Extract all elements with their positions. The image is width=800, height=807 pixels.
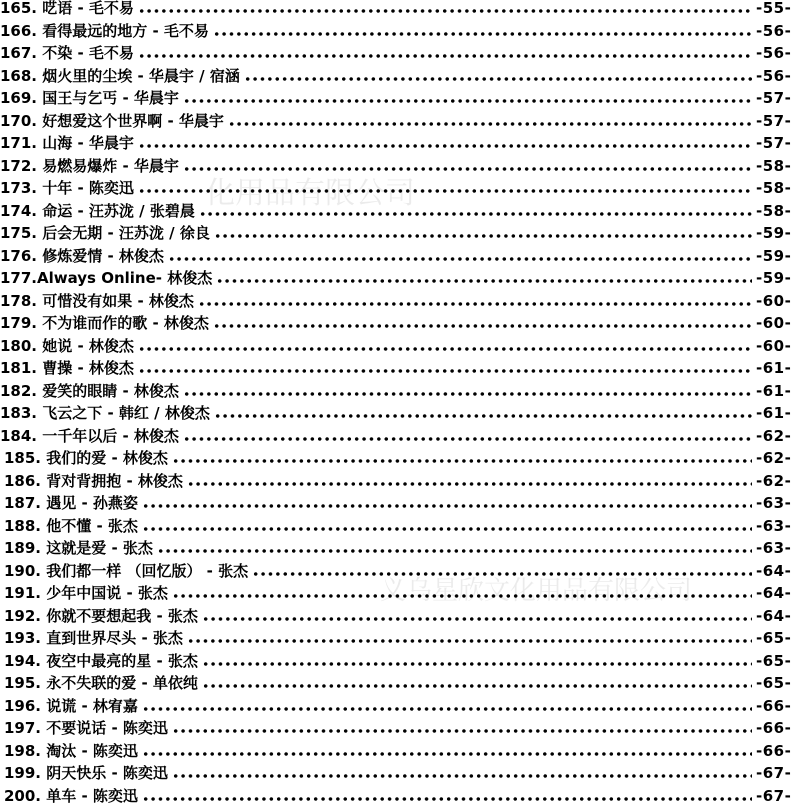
entry-title: 190. 我们都一样 （回忆版） - 张杰 [4,560,248,583]
entry-title: 183. 飞云之下 - 韩红 / 林俊杰 [0,402,210,425]
entry-page-number: -66- [756,695,800,718]
toc-entry[interactable] [0,110,800,133]
entry-page-number: -67- [756,785,800,807]
entry-page-number: -57- [756,132,800,155]
toc-entry[interactable] [0,0,800,20]
toc-entry[interactable] [0,155,800,178]
entry-title: 185. 我们的爱 - 林俊杰 [4,447,168,470]
entry-page-number: -63- [756,492,800,515]
entry-title: 193. 直到世界尽头 - 张杰 [4,627,183,650]
entry-page-number: -62- [756,470,800,493]
entry-page-number: -65- [756,650,800,673]
toc-entry[interactable] [0,650,800,673]
entry-page-number: -65- [756,627,800,650]
entry-title: 175. 后会无期 - 汪苏泷 / 徐良 [0,222,210,245]
toc-entry[interactable] [0,87,800,110]
entry-page-number: -62- [756,447,800,470]
watermark-top: 化用品有限公司 [205,168,415,212]
entry-page-number: -64- [756,605,800,628]
toc-entry[interactable] [0,402,800,425]
dot-leader [142,752,752,756]
entry-page-number: -59- [756,222,800,245]
toc-entry[interactable] [0,560,800,583]
toc-entry[interactable] [0,357,800,380]
entry-title: 186. 背对背拥抱 - 林俊杰 [4,470,183,493]
dot-leader [244,77,752,81]
entry-page-number: -58- [756,177,800,200]
entry-page-number: -62- [756,425,800,448]
toc-entry[interactable] [0,290,800,313]
dot-leader [142,797,752,801]
entry-title: 196. 说谎 - 林宥嘉 [4,695,138,718]
toc-entry[interactable] [0,695,800,718]
entry-title: 174. 命运 - 汪苏泷 / 张碧晨 [0,200,195,223]
toc-entry[interactable] [0,740,800,763]
entry-page-number: -60- [756,312,800,335]
dot-leader [142,527,752,531]
entry-page-number: -57- [756,87,800,110]
dot-leader [202,684,752,688]
watermark-right: 义乌星欣文化用品有限公司 [380,570,692,607]
entry-title: 165. 呓语 - 毛不易 [0,0,134,20]
toc-entry[interactable] [0,222,800,245]
entry-page-number: -66- [756,717,800,740]
entry-title: 197. 不要说话 - 陈奕迅 [4,717,168,740]
entry-title: 170. 好想爱这个世界啊 - 华晨宇 [0,110,224,133]
toc-entry[interactable] [0,762,800,785]
dot-leader [138,189,752,193]
dot-leader [187,482,752,486]
entry-page-number: -55- [756,0,800,20]
dot-leader [214,414,752,418]
dot-leader [138,9,752,13]
entry-title: 184. 一千年以后 - 林俊杰 [0,425,179,448]
dot-leader [183,392,752,396]
dot-leader [213,32,752,36]
entry-title: 182. 爱笑的眼睛 - 林俊杰 [0,380,179,403]
entry-title: 178. 可惜没有如果 - 林俊杰 [0,290,194,313]
entry-page-number: -63- [756,515,800,538]
entry-title: 171. 山海 - 华晨宇 [0,132,134,155]
entry-title: 187. 遇见 - 孙燕姿 [4,492,138,515]
dot-leader [228,122,752,126]
toc-entry[interactable] [0,245,800,268]
dot-leader [172,774,752,778]
entry-page-number: -56- [756,20,800,43]
toc-entry[interactable] [0,42,800,65]
dot-leader [138,144,752,148]
toc-entry[interactable] [0,492,800,515]
toc-entry[interactable] [0,65,800,88]
entry-page-number: -61- [756,357,800,380]
entry-page-number: -66- [756,740,800,763]
entry-title: 189. 这就是爱 - 张杰 [4,537,153,560]
dot-leader [202,662,752,666]
toc-entry[interactable] [0,200,800,223]
dot-leader [157,549,752,553]
entry-page-number: -57- [756,110,800,133]
entry-page-number: -60- [756,335,800,358]
entry-title: 191. 少年中国说 - 张杰 [4,582,168,605]
entry-page-number: -61- [756,380,800,403]
toc-entry[interactable] [0,470,800,493]
entry-title: 195. 永不失联的爱 - 单依纯 [4,672,198,695]
entry-title: 188. 他不懂 - 张杰 [4,515,138,538]
toc-entry[interactable] [0,537,800,560]
entry-title: 194. 夜空中最亮的星 - 张杰 [4,650,198,673]
dot-leader [142,504,752,508]
toc-entry[interactable] [0,335,800,358]
entry-page-number: -56- [756,42,800,65]
dot-leader [172,729,752,733]
dot-leader [187,639,752,643]
entry-page-number: -58- [756,200,800,223]
dot-leader [172,594,752,598]
entry-page-number: -65- [756,672,800,695]
toc-entry[interactable] [0,515,800,538]
toc-entry[interactable] [0,605,800,628]
entry-page-number: -59- [756,245,800,268]
dot-leader [213,324,752,328]
entry-title: 180. 她说 - 林俊杰 [0,335,134,358]
entry-title: 173. 十年 - 陈奕迅 [0,177,134,200]
entry-page-number: -63- [756,537,800,560]
entry-title: 172. 易燃易爆炸 - 华晨宇 [0,155,179,178]
toc-entry[interactable] [0,447,800,470]
dot-leader [199,212,752,216]
dot-leader [198,302,752,306]
dot-leader [202,617,752,621]
toc-entry[interactable] [0,20,800,43]
entry-title: 198. 淘汰 - 陈奕迅 [4,740,138,763]
entry-title: 168. 烟火里的尘埃 - 华晨宇 / 宿涵 [0,65,240,88]
toc-entry[interactable] [0,582,800,605]
toc-entry[interactable] [0,717,800,740]
entry-page-number: -64- [756,582,800,605]
dot-leader [183,167,752,171]
entry-title: 177.Always Online- 林俊杰 [0,267,212,290]
dot-leader [183,437,752,441]
dot-leader [252,572,752,576]
toc-entry[interactable] [0,380,800,403]
dot-leader [142,707,752,711]
entry-title: 169. 国王与乞丐 - 华晨宇 [0,87,179,110]
toc-entry[interactable] [0,132,800,155]
entry-page-number: -60- [756,290,800,313]
toc-entry[interactable] [0,785,800,807]
dot-leader [172,459,752,463]
entry-title: 167. 不染 - 毛不易 [0,42,134,65]
entry-title: 200. 单车 - 陈奕迅 [4,785,138,807]
toc-entry[interactable] [0,267,800,290]
entry-page-number: -67- [756,762,800,785]
dot-leader [168,257,752,261]
toc-entry[interactable] [0,177,800,200]
entry-title: 199. 阴天快乐 - 陈奕迅 [4,762,168,785]
entry-title: 192. 你就不要想起我 - 张杰 [4,605,198,628]
toc-entry[interactable] [0,672,800,695]
toc-entry[interactable] [0,627,800,650]
entry-title: 166. 看得最远的地方 - 毛不易 [0,20,209,43]
dot-leader [138,347,752,351]
entry-title: 176. 修炼爱情 - 林俊杰 [0,245,164,268]
entry-page-number: -64- [756,560,800,583]
entry-page-number: -58- [756,155,800,178]
dot-leader [138,54,752,58]
dot-leader [183,99,752,103]
entry-title: 181. 曹操 - 林俊杰 [0,357,134,380]
entry-title: 179. 不为谁而作的歌 - 林俊杰 [0,312,209,335]
toc-entry[interactable] [0,312,800,335]
dot-leader [216,279,752,283]
entry-page-number: -61- [756,402,800,425]
entry-page-number: -56- [756,65,800,88]
dot-leader [214,234,752,238]
dot-leader [138,369,752,373]
entry-page-number: -59- [756,267,800,290]
toc-entry[interactable] [0,425,800,448]
